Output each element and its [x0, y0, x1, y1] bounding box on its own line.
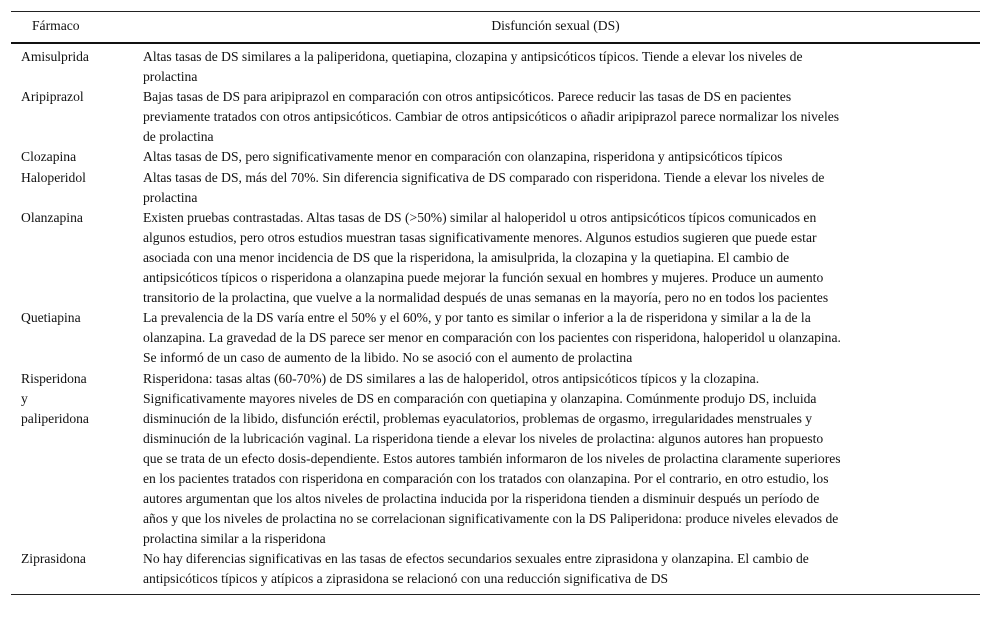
description-cell	[143, 308, 980, 368]
drug-name-cell	[11, 87, 143, 147]
drug-name-line: Ziprasidona	[21, 551, 86, 567]
description-line: que se trata de un efecto dosis-dependiente. Estos autores también informaron de los niveles de prolactina claramente superiores	[143, 450, 841, 466]
drug-name-cell	[11, 208, 143, 308]
description-line: asociada con una menor incidencia de DS que la risperidona, la amisulprida, la clozapina y la quetiapina. El cambio de	[143, 249, 790, 265]
description-line: No hay diferencias significativas en las tasas de efectos secundarios sexuales entre ziprasidona y olanzapina. El cambio de	[143, 551, 809, 567]
drug-name-cell	[11, 549, 143, 589]
description-line: Se informó de un caso de aumento de la libido. No se asoció con el aumento de prolactina	[143, 350, 633, 366]
drug-name-line: Olanzapina	[21, 209, 83, 225]
description-line: Bajas tasas de DS para aripiprazol en comparación con otros antipsicóticos. Parece reducir las tasas de DS en pacientes	[143, 89, 792, 105]
description-line: Altas tasas de DS, pero significativamente menor en comparación con olanzapina, risperidona y antipsicóticos típicos	[143, 149, 783, 165]
drug-name-cell	[11, 147, 143, 167]
description-line: olanzapina. La gravedad de la DS parece ser menor en comparación con los pacientes con risperidona, haloperidol u olanzapina.	[143, 330, 841, 346]
description-line: algunos estudios, pero otros estudios muestran tasas significativamente menores. Algunos estudios sugieren que puede estar	[143, 229, 817, 245]
table-row	[11, 308, 980, 368]
description-cell	[143, 208, 980, 308]
drug-name-line: Amisulprida	[21, 49, 89, 64]
description-line: años y que los niveles de prolactina no se correlacionan significativamente con la DS Paliperidona: produce niveles elevados de	[143, 511, 839, 527]
header-drug: Fármaco	[32, 18, 80, 33]
description-line: Risperidona: tasas altas (60-70%) de DS similares a las de haloperidol, otros antipsicóticos típicos y la clozapina.	[143, 370, 760, 386]
description-line: La prevalencia de la DS varía entre el 50% y el 60%, y por tanto es similar o inferior a la de risperidona y similar a la de la	[143, 310, 811, 326]
description-line: antipsicóticos típicos y atípicos a ziprasidona se relacionó con una reducción significativa de DS	[143, 571, 669, 587]
table-row	[11, 47, 980, 87]
description-cell	[143, 549, 980, 589]
drug-name-cell	[11, 308, 143, 368]
table-row	[11, 147, 980, 167]
description-line: prolactina	[143, 69, 198, 85]
description-line: Existen pruebas contrastadas. Altas tasas de DS (>50%) similar al haloperidol u otros antipsicóticos típicos comunicados en	[143, 209, 817, 225]
drug-name-cell	[11, 168, 143, 208]
table-header	[11, 12, 980, 44]
description-line: autores argumentan que los altos niveles de prolactina inducida por la risperidona tienden a disminuir después un período de	[143, 491, 820, 507]
description-cell	[143, 147, 980, 167]
header-sexual-dysfunction: Disfunción sexual (DS)	[491, 18, 620, 33]
description-line: disminución de la libido, disfunción eréctil, problemas eyaculatorios, problemas de orgasmo, irregularidades menstruales y	[143, 410, 813, 426]
description-line: previamente tratados con otros antipsicóticos. Cambiar de otros antipsicóticos o añadir aripiprazol parece normalizar los niveles	[143, 109, 840, 125]
drug-name-line: paliperidona	[21, 410, 89, 426]
description-line: Altas tasas de DS similares a la paliperidona, quetiapina, clozapina y antipsicóticos típicos. Tiende a elevar los niveles de	[143, 49, 803, 64]
description-line: Altas tasas de DS, más del 70%. Sin diferencia significativa de DS comparado con risperidona. Tiende a elevar los niveles de	[143, 169, 825, 185]
drug-name-line: Risperidona	[21, 370, 87, 386]
table-row	[11, 549, 980, 589]
description-line: antipsicóticos típicos o risperidona a olanzapina puede mejorar la función sexual en hombres y mujeres. Produce un aumento	[143, 270, 824, 286]
description-cell	[143, 47, 980, 87]
table-body	[11, 44, 980, 594]
description-line: transitorio de la prolactina, que vuelve a la normalidad después de unas semanas en la mayoría, pero no en todos los pacientes	[143, 290, 829, 306]
table-row	[11, 208, 980, 308]
drug-name-line: y	[21, 390, 28, 406]
drug-name-cell	[11, 47, 143, 87]
drug-name-line: Quetiapina	[21, 310, 81, 326]
table-row	[11, 369, 980, 550]
description-line: Significativamente mayores niveles de DS en comparación con quetiapina y olanzapina. Comúnmente produjo DS, incluida	[143, 390, 817, 406]
drug-name-cell	[11, 369, 143, 550]
description-line: de prolactina	[143, 129, 214, 145]
drug-name-line: Aripiprazol	[21, 89, 84, 105]
description-cell	[143, 168, 980, 208]
description-cell	[143, 369, 980, 550]
description-line: en los pacientes tratados con risperidona en comparación con los tratados con olanzapina. Por el contrario, en otro estudio, los	[143, 470, 829, 486]
description-line: prolactina	[143, 189, 198, 205]
table-row	[11, 87, 980, 147]
table-row	[11, 168, 980, 208]
description-cell	[143, 87, 980, 147]
drug-name-line: Haloperidol	[21, 169, 86, 185]
description-line: disminución de la lubricación vaginal. La risperidona tiende a elevar los niveles de prolactina: algunos autores han propuesto	[143, 430, 824, 446]
drug-sexual-dysfunction-table	[11, 11, 980, 595]
description-line: prolactina similar a la risperidona	[143, 531, 326, 547]
drug-name-line: Clozapina	[21, 149, 77, 165]
